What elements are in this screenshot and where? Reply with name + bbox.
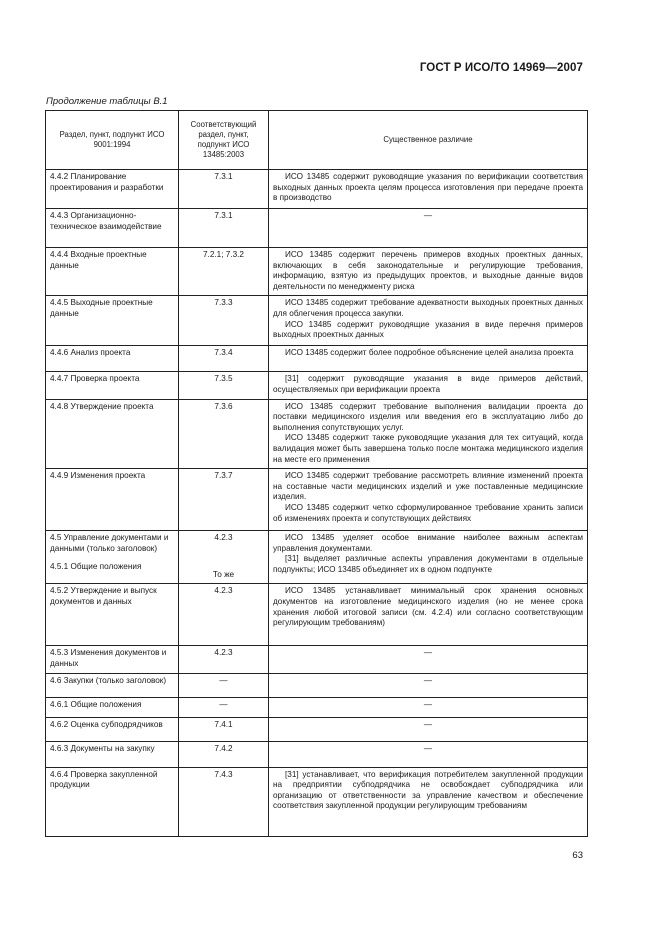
clause-iso13485: 7.2.1; 7.3.2 (203, 250, 244, 259)
clause-iso9001: 4.4.7 Проверка проекта (50, 374, 140, 384)
difference-cell (269, 584, 588, 646)
difference-text: ИСО 13485 устанавливает минимальный срок хранения основных документов на изготовление медицинского изделия (но не менее срока хранения любой итоговой записи (см. 4.2.4) или согласно соответствующим регулирующим требованиям) (273, 586, 583, 628)
clause-iso13485: 7.3.4 (214, 348, 233, 358)
clause-iso13485: 4.2.3 (214, 648, 233, 658)
clause-cell (46, 399, 179, 469)
clause-iso9001: 4.4.5 Выходные проектные данные (50, 298, 153, 318)
ref-cell (179, 741, 269, 767)
table-body (46, 170, 588, 837)
clause-iso13485: 7.3.1 (214, 172, 233, 181)
clause-iso13485: 7.4.3 (214, 769, 233, 779)
table-row (46, 741, 588, 767)
clause-iso9001: 4.6.3 Документы на закупку (50, 743, 155, 753)
ref-cell (179, 372, 269, 399)
ref-cell (179, 531, 269, 584)
difference-cell (269, 767, 588, 836)
clause-iso9001: 4.4.8 Утверждение проекта (50, 401, 154, 411)
difference-cell (269, 170, 588, 209)
clause-cell (46, 741, 179, 767)
clause-cell (46, 209, 179, 248)
difference-text: — (423, 699, 433, 709)
clause-cell (46, 296, 179, 346)
page-number: 63 (572, 850, 583, 861)
ref-cell (179, 697, 269, 717)
table-row (46, 209, 588, 248)
table-row (46, 673, 588, 697)
clause-cell (46, 767, 179, 836)
table-row (46, 248, 588, 296)
difference-text: ИСО 13485 уделяет особое внимание наиболее важным аспектам управления документами. (273, 533, 583, 553)
difference-text: ИСО 13485 содержит более подробное объяснение целей анализа проекта (285, 348, 574, 358)
difference-cell (269, 673, 588, 697)
clause-cell (46, 697, 179, 717)
difference-text: ИСО 13485 содержит требование адекватности выходных проектных данных для облегчения процесса закупки. (273, 298, 583, 318)
clause-iso13485: 7.3.7 (214, 471, 233, 481)
difference-cell (269, 646, 588, 673)
clause-iso9001: 4.6.1 Общие положения (50, 699, 142, 709)
clause-iso9001: 4.6.2 Оценка субподрядчиков (50, 719, 163, 729)
table-row (46, 346, 588, 372)
clause-cell (46, 717, 179, 741)
clause-iso9001: 4.4.3 Организационно-техническое взаимодействие (50, 211, 162, 231)
clause-iso9001: 4.6.4 Проверка закупленной продукции (50, 769, 158, 790)
clause-iso9001: 4.5.3 Изменения документов и данных (50, 648, 167, 668)
column-header-difference: Существенное различие (269, 111, 588, 170)
clause-iso9001: 4.4.4 Входные проектные данные (50, 250, 147, 270)
clause-cell (46, 584, 179, 646)
difference-text: [31] устанавливает, что верификация потребителем закупленной продукции на предприятии субподрядчика не освобождает субподрядчика или организацию от ответственности за управление качеством и обеспечение соответствия закупленной продукции регулирующим требованиям (273, 769, 583, 811)
difference-text: — (423, 211, 433, 220)
difference-cell (269, 531, 588, 584)
difference-text: ИСО 13485 содержит четко сформулированное требование хранить записи об изменениях проекта и сопутствующих действиях (273, 502, 583, 523)
table-header-row (46, 111, 588, 170)
table-row (46, 170, 588, 209)
difference-text: ИСО 13485 содержит требование выполнения валидации проекта до поставки медицинского изделия или введения его в эксплуатацию либо до выполнения сопутствующих услуг. (273, 401, 583, 432)
column-header-iso13485: Соответствующий раздел, пункт, подпункт ИСО 13485:2003 (179, 111, 269, 170)
ref-cell (179, 646, 269, 673)
ref-cell (179, 673, 269, 697)
clause-cell (46, 372, 179, 399)
clause-iso9001: 4.4.6 Анализ проекта (50, 348, 131, 358)
table-row (46, 646, 588, 673)
difference-cell (269, 399, 588, 469)
difference-text: [31] содержит руководящие указания в виде примеров действий, осуществляемых при верификации проекта (273, 374, 583, 394)
clause-iso9001: 4.5 Управление документами и данными (только заголовок) (50, 533, 169, 553)
clause-iso13485: 7.4.1 (214, 719, 233, 729)
clause-iso13485: — (219, 675, 228, 685)
clause-iso13485: 7.3.1 (214, 211, 233, 220)
ref-cell (179, 248, 269, 296)
ref-cell (179, 767, 269, 836)
clause-cell (46, 469, 179, 531)
clause-iso9001: 4.5.2 Утверждение и выпуск документов и данных (50, 586, 157, 606)
ref-cell (179, 346, 269, 372)
table-caption: Продолжение таблицы В.1 (46, 96, 168, 107)
difference-text: — (423, 719, 433, 729)
difference-cell (269, 248, 588, 296)
difference-cell (269, 296, 588, 346)
difference-cell (269, 372, 588, 399)
difference-cell (269, 346, 588, 372)
difference-cell (269, 697, 588, 717)
clause-iso13485: 7.3.3 (214, 298, 233, 308)
clause-cell (46, 170, 179, 209)
table-row (46, 296, 588, 346)
table-row (46, 697, 588, 717)
table-row (46, 372, 588, 399)
table-row (46, 469, 588, 531)
ref-cell (179, 469, 269, 531)
table-row (46, 399, 588, 469)
difference-text: — (423, 675, 433, 685)
difference-cell (269, 469, 588, 531)
table-row (46, 717, 588, 741)
clause-cell (46, 531, 179, 584)
difference-text: — (423, 648, 433, 658)
ref-cell (179, 717, 269, 741)
clause-iso9001: 4.4.9 Изменения проекта (50, 471, 146, 481)
clause-iso13485: 7.4.2 (214, 743, 233, 753)
clause-iso9001: 4.5.1 Общие положения (50, 562, 142, 572)
table-row (46, 531, 588, 584)
table-row (46, 584, 588, 646)
difference-text: ИСО 13485 содержит также руководящие указания для тех ситуаций, когда валидация может быть завершена только после монтажа медицинского изделия на месте его применения (273, 433, 583, 464)
difference-cell (269, 741, 588, 767)
clause-iso13485: — (219, 699, 228, 709)
clause-iso13485: 4.2.3 (214, 533, 233, 543)
clause-cell (46, 346, 179, 372)
clause-iso13485: То же (212, 569, 235, 579)
clause-iso9001: 4.4.2 Планирование проектирования и разработки (50, 172, 164, 192)
ref-cell (179, 584, 269, 646)
clause-cell (46, 673, 179, 697)
difference-text: ИСО 13485 содержит руководящие указания по верификации соответствия выходных данных проекта целям процесса изготовления при передаче проекта в производство (273, 172, 583, 203)
column-header-iso9001: Раздел, пункт, подпункт ИСО 9001:1994 (46, 111, 179, 170)
clause-iso13485: 7.3.6 (214, 401, 233, 411)
difference-text: ИСО 13485 содержит требование рассмотреть влияние изменений проекта на составные части медицинских изделий и уже поставленные медицинские изделия. (273, 471, 583, 502)
clause-iso13485: 7.3.5 (214, 374, 233, 384)
table-row (46, 767, 588, 836)
clause-cell (46, 646, 179, 673)
difference-cell (269, 209, 588, 248)
difference-cell (269, 717, 588, 741)
ref-cell (179, 209, 269, 248)
clause-iso13485: 4.2.3 (214, 586, 233, 596)
clause-cell (46, 248, 179, 296)
difference-text: [31] выделяет различные аспекты управления документами в отдельные подпункты; ИСО 13485 объединяет их в одном подпункте (273, 554, 583, 574)
difference-text: ИСО 13485 содержит руководящие указания в виде перечня примеров выходных проектных данных (273, 319, 583, 340)
ref-cell (179, 296, 269, 346)
ref-cell (179, 399, 269, 469)
ref-cell (179, 170, 269, 209)
clause-iso9001: 4.6 Закупки (только заголовок) (50, 675, 167, 685)
difference-text: ИСО 13485 содержит перечень примеров входных проектных данных, включающих в себя законодательные и регулирующие требования, информацию, взятую из предыдущих проектов, и выходные данные видов деятельности по менеджменту риска (273, 250, 583, 291)
document-header: ГОСТ Р ИСО/ТО 14969—2007 (419, 62, 583, 74)
difference-text: — (423, 743, 433, 753)
comparison-table (45, 110, 588, 837)
